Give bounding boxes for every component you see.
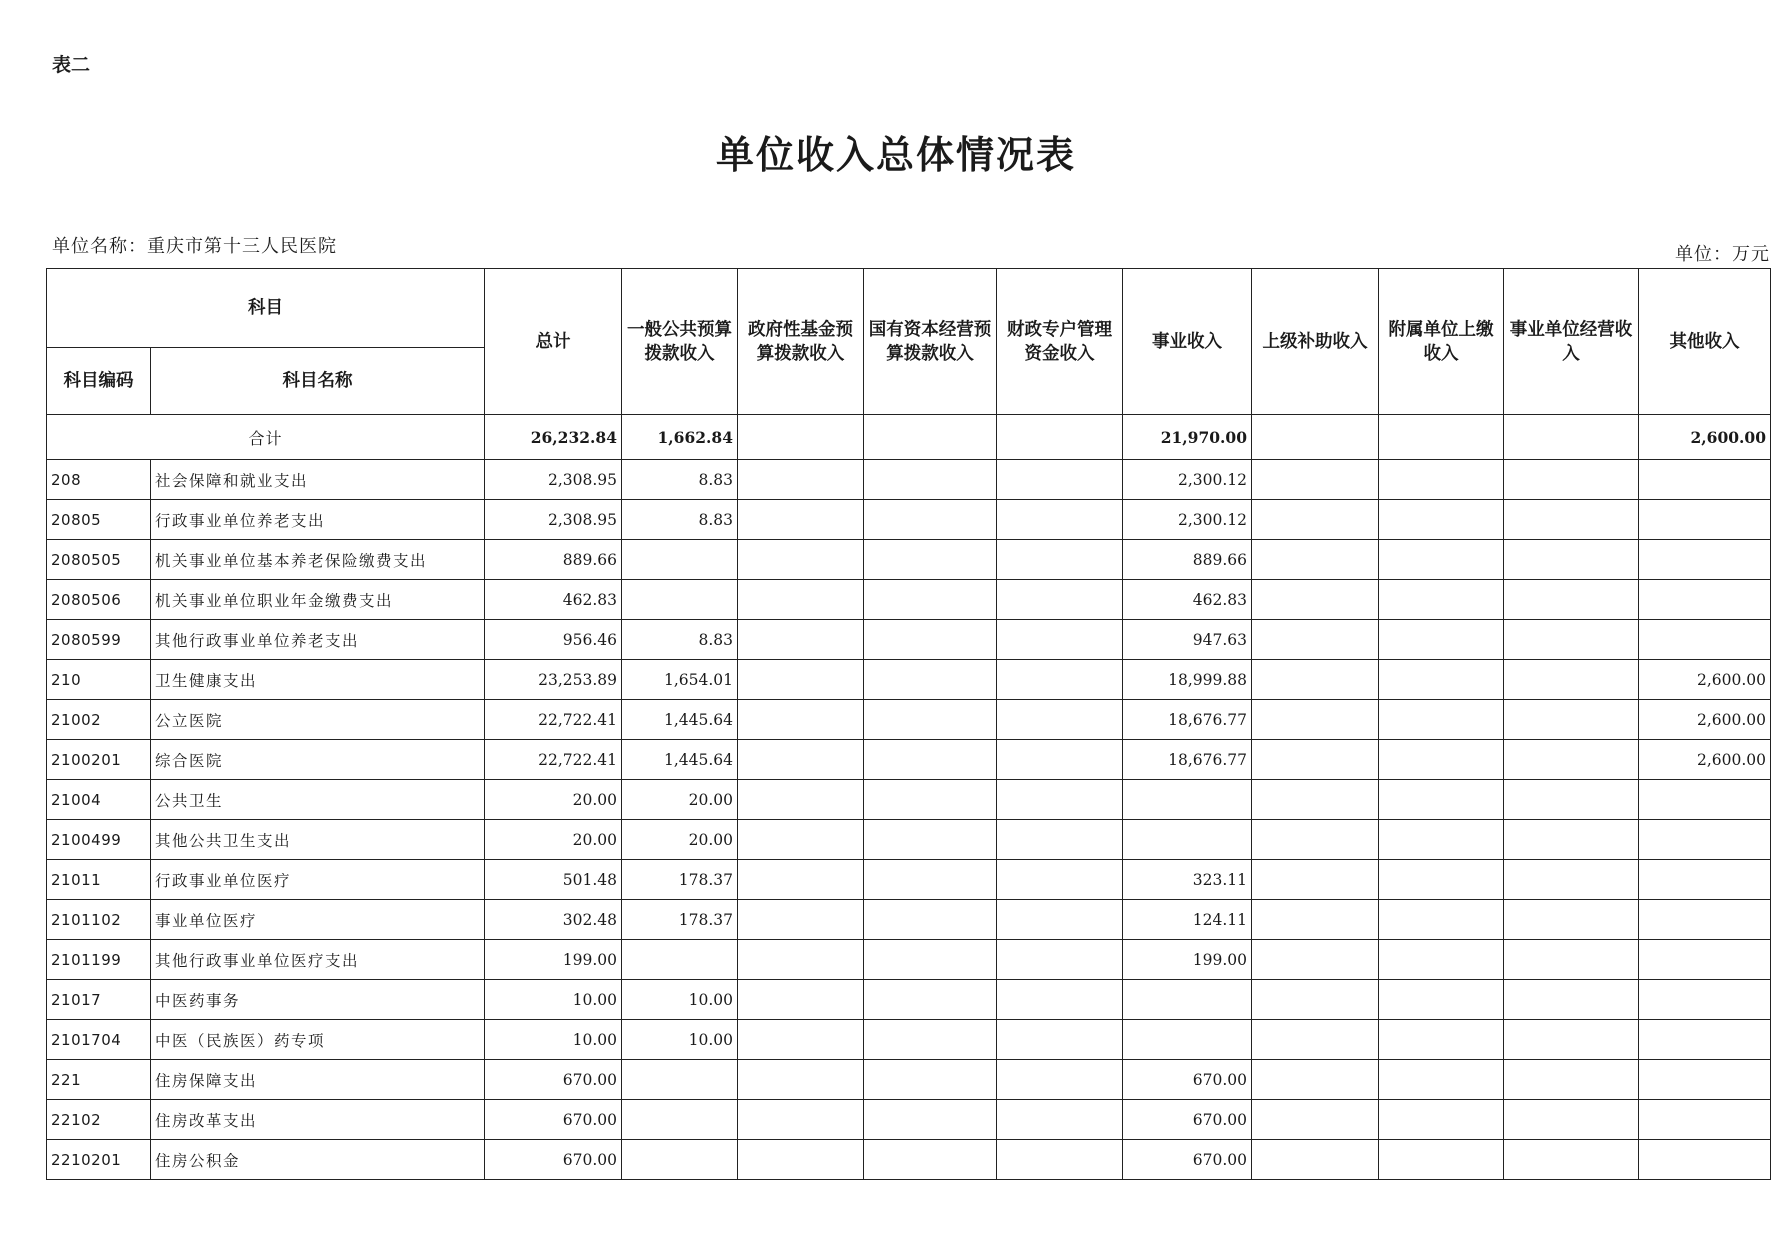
amount-cell bbox=[1379, 860, 1504, 900]
subject-name: 行政事业单位养老支出 bbox=[151, 500, 485, 540]
amount-cell bbox=[1379, 1140, 1504, 1180]
amount-cell: 8.83 bbox=[622, 620, 738, 660]
amount-cell: 1,654.01 bbox=[622, 660, 738, 700]
amount-cell: 23,253.89 bbox=[485, 660, 622, 700]
amount-cell bbox=[738, 700, 864, 740]
amount-cell bbox=[997, 1020, 1123, 1060]
amount-cell bbox=[738, 1020, 864, 1060]
amount-cell bbox=[1504, 620, 1639, 660]
amount-cell bbox=[1504, 1100, 1639, 1140]
amount-cell bbox=[738, 1140, 864, 1180]
amount-cell: 670.00 bbox=[485, 1060, 622, 1100]
amount-cell bbox=[1639, 980, 1771, 1020]
amount-cell bbox=[997, 620, 1123, 660]
amount-cell: 2,300.12 bbox=[1123, 500, 1252, 540]
amount-cell: 10.00 bbox=[485, 1020, 622, 1060]
amount-cell bbox=[864, 1100, 997, 1140]
amount-cell bbox=[1379, 740, 1504, 780]
amount-cell bbox=[1379, 660, 1504, 700]
amount-cell: 2,600.00 bbox=[1639, 700, 1771, 740]
amount-cell bbox=[864, 820, 997, 860]
amount-cell bbox=[864, 580, 997, 620]
subject-code: 20805 bbox=[47, 500, 151, 540]
header-col-general-budget: 一般公共预算拨款收入 bbox=[622, 269, 738, 415]
subject-name: 公共卫生 bbox=[151, 780, 485, 820]
table-row bbox=[47, 1060, 1771, 1100]
amount-cell bbox=[1504, 1060, 1639, 1100]
amount-cell bbox=[1379, 980, 1504, 1020]
amount-cell bbox=[1123, 1020, 1252, 1060]
amount-cell: 10.00 bbox=[485, 980, 622, 1020]
amount-cell bbox=[1639, 1020, 1771, 1060]
amount-cell bbox=[1252, 620, 1379, 660]
amount-cell bbox=[1252, 900, 1379, 940]
amount-cell: 8.83 bbox=[622, 460, 738, 500]
amount-cell: 199.00 bbox=[485, 940, 622, 980]
amount-cell: 10.00 bbox=[622, 980, 738, 1020]
amount-cell bbox=[1379, 820, 1504, 860]
amount-cell bbox=[997, 740, 1123, 780]
amount-cell: 323.11 bbox=[1123, 860, 1252, 900]
table-number-tag: 表二 bbox=[52, 54, 91, 76]
amount-cell bbox=[738, 620, 864, 660]
amount-cell bbox=[997, 1100, 1123, 1140]
amount-cell bbox=[864, 940, 997, 980]
table-row bbox=[47, 580, 1771, 620]
amount-cell: 2,600.00 bbox=[1639, 660, 1771, 700]
amount-cell bbox=[997, 660, 1123, 700]
amount-cell: 889.66 bbox=[485, 540, 622, 580]
amount-cell bbox=[1639, 1140, 1771, 1180]
total-cell bbox=[997, 415, 1123, 460]
amount-cell bbox=[997, 940, 1123, 980]
amount-cell bbox=[738, 660, 864, 700]
amount-cell: 22,722.41 bbox=[485, 740, 622, 780]
amount-cell: 670.00 bbox=[485, 1100, 622, 1140]
total-cell bbox=[1504, 415, 1639, 460]
subject-code: 22102 bbox=[47, 1100, 151, 1140]
amount-cell bbox=[1504, 780, 1639, 820]
header-col-business-income: 事业收入 bbox=[1123, 269, 1252, 415]
subject-code: 2100499 bbox=[47, 820, 151, 860]
amount-cell bbox=[1252, 940, 1379, 980]
subject-name: 机关事业单位职业年金缴费支出 bbox=[151, 580, 485, 620]
amount-cell bbox=[1379, 780, 1504, 820]
amount-cell: 18,999.88 bbox=[1123, 660, 1252, 700]
amount-cell: 20.00 bbox=[622, 820, 738, 860]
amount-cell bbox=[997, 540, 1123, 580]
amount-cell bbox=[1379, 460, 1504, 500]
amount-cell bbox=[1504, 860, 1639, 900]
amount-cell: 2,600.00 bbox=[1639, 740, 1771, 780]
table-row bbox=[47, 780, 1771, 820]
amount-cell bbox=[1252, 1100, 1379, 1140]
amount-cell: 22,722.41 bbox=[485, 700, 622, 740]
amount-cell bbox=[864, 1020, 997, 1060]
amount-cell bbox=[864, 740, 997, 780]
amount-cell: 947.63 bbox=[1123, 620, 1252, 660]
amount-cell: 2,308.95 bbox=[485, 460, 622, 500]
amount-cell bbox=[1504, 980, 1639, 1020]
amount-cell bbox=[1504, 940, 1639, 980]
amount-cell: 8.83 bbox=[622, 500, 738, 540]
table-row bbox=[47, 460, 1771, 500]
amount-cell bbox=[1379, 620, 1504, 660]
amount-cell bbox=[1252, 660, 1379, 700]
subject-name: 公立医院 bbox=[151, 700, 485, 740]
amount-cell bbox=[1639, 900, 1771, 940]
amount-cell bbox=[1123, 780, 1252, 820]
amount-cell bbox=[1639, 1100, 1771, 1140]
amount-cell bbox=[1379, 700, 1504, 740]
subject-code: 2080506 bbox=[47, 580, 151, 620]
amount-cell: 1,445.64 bbox=[622, 740, 738, 780]
amount-cell bbox=[1639, 820, 1771, 860]
amount-cell bbox=[1504, 900, 1639, 940]
amount-cell bbox=[1379, 940, 1504, 980]
subject-code: 2080505 bbox=[47, 540, 151, 580]
amount-cell bbox=[997, 580, 1123, 620]
subject-name: 住房公积金 bbox=[151, 1140, 485, 1180]
amount-cell bbox=[1504, 740, 1639, 780]
table-row bbox=[47, 660, 1771, 700]
amount-cell bbox=[738, 740, 864, 780]
amount-cell bbox=[1252, 820, 1379, 860]
amount-cell bbox=[1379, 580, 1504, 620]
amount-cell bbox=[997, 780, 1123, 820]
header-col-total: 总计 bbox=[485, 269, 622, 415]
amount-cell bbox=[622, 540, 738, 580]
amount-cell bbox=[1123, 820, 1252, 860]
amount-cell bbox=[1504, 460, 1639, 500]
amount-cell: 1,445.64 bbox=[622, 700, 738, 740]
amount-cell bbox=[1252, 980, 1379, 1020]
amount-cell bbox=[738, 580, 864, 620]
amount-cell bbox=[1379, 1060, 1504, 1100]
subject-name: 卫生健康支出 bbox=[151, 660, 485, 700]
subject-code: 2101199 bbox=[47, 940, 151, 980]
amount-cell: 462.83 bbox=[1123, 580, 1252, 620]
amount-cell bbox=[997, 980, 1123, 1020]
amount-cell bbox=[1639, 500, 1771, 540]
subject-code: 2101704 bbox=[47, 1020, 151, 1060]
amount-cell bbox=[864, 1060, 997, 1100]
amount-cell bbox=[738, 460, 864, 500]
amount-cell bbox=[1252, 1020, 1379, 1060]
amount-cell bbox=[997, 900, 1123, 940]
table-row bbox=[47, 980, 1771, 1020]
amount-cell bbox=[1252, 500, 1379, 540]
amount-cell bbox=[1252, 780, 1379, 820]
amount-cell bbox=[738, 500, 864, 540]
subject-code: 208 bbox=[47, 460, 151, 500]
amount-cell bbox=[1639, 540, 1771, 580]
page-title: 单位收入总体情况表 bbox=[715, 132, 1076, 177]
header-col-operating-income: 事业单位经营收入 bbox=[1504, 269, 1639, 415]
amount-cell: 20.00 bbox=[485, 780, 622, 820]
subject-code: 2210201 bbox=[47, 1140, 151, 1180]
subject-code: 2080599 bbox=[47, 620, 151, 660]
amount-cell bbox=[864, 900, 997, 940]
amount-cell bbox=[997, 500, 1123, 540]
amount-cell bbox=[622, 940, 738, 980]
amount-cell bbox=[1504, 700, 1639, 740]
amount-cell bbox=[738, 900, 864, 940]
amount-cell bbox=[1252, 1140, 1379, 1180]
table-row bbox=[47, 820, 1771, 860]
amount-cell bbox=[1379, 900, 1504, 940]
amount-cell bbox=[1639, 860, 1771, 900]
amount-cell bbox=[864, 980, 997, 1020]
amount-cell bbox=[1252, 740, 1379, 780]
total-cell bbox=[738, 415, 864, 460]
amount-cell bbox=[1504, 1020, 1639, 1060]
unit-name: 单位名称：重庆市第十三人民医院 bbox=[52, 236, 337, 257]
subject-code: 21004 bbox=[47, 780, 151, 820]
amount-cell bbox=[864, 700, 997, 740]
table-row bbox=[47, 700, 1771, 740]
total-cell bbox=[864, 415, 997, 460]
total-cell: 21,970.00 bbox=[1123, 415, 1252, 460]
amount-cell bbox=[738, 1100, 864, 1140]
amount-cell: 18,676.77 bbox=[1123, 740, 1252, 780]
amount-cell: 670.00 bbox=[1123, 1140, 1252, 1180]
table-row bbox=[47, 500, 1771, 540]
header-name: 科目名称 bbox=[151, 348, 485, 415]
amount-cell bbox=[738, 940, 864, 980]
header-subject: 科目 bbox=[47, 269, 485, 348]
header-col-state-capital: 国有资本经营预算拨款收入 bbox=[864, 269, 997, 415]
total-row bbox=[47, 415, 1771, 460]
amount-cell bbox=[864, 540, 997, 580]
subject-name: 其他公共卫生支出 bbox=[151, 820, 485, 860]
table-row bbox=[47, 1100, 1771, 1140]
subject-code: 210 bbox=[47, 660, 151, 700]
amount-cell bbox=[1252, 580, 1379, 620]
amount-cell bbox=[1504, 580, 1639, 620]
amount-cell bbox=[1252, 700, 1379, 740]
header-col-superior-subsidy: 上级补助收入 bbox=[1252, 269, 1379, 415]
header-col-affiliated-remit: 附属单位上缴收入 bbox=[1379, 269, 1504, 415]
subject-name: 其他行政事业单位医疗支出 bbox=[151, 940, 485, 980]
subject-name: 住房保障支出 bbox=[151, 1060, 485, 1100]
header-col-gov-fund: 政府性基金预算拨款收入 bbox=[738, 269, 864, 415]
header-code: 科目编码 bbox=[47, 348, 151, 415]
subject-code: 2101102 bbox=[47, 900, 151, 940]
subject-code: 21002 bbox=[47, 700, 151, 740]
amount-cell bbox=[864, 860, 997, 900]
amount-cell: 199.00 bbox=[1123, 940, 1252, 980]
amount-cell: 670.00 bbox=[1123, 1060, 1252, 1100]
amount-cell bbox=[1252, 1060, 1379, 1100]
amount-cell bbox=[864, 460, 997, 500]
amount-cell bbox=[738, 540, 864, 580]
amount-cell: 2,300.12 bbox=[1123, 460, 1252, 500]
amount-cell: 124.11 bbox=[1123, 900, 1252, 940]
total-label: 合计 bbox=[47, 415, 485, 460]
amount-cell bbox=[622, 1060, 738, 1100]
table-row bbox=[47, 900, 1771, 940]
amount-cell bbox=[738, 820, 864, 860]
amount-cell: 2,308.95 bbox=[485, 500, 622, 540]
subject-name: 行政事业单位医疗 bbox=[151, 860, 485, 900]
amount-cell bbox=[997, 1060, 1123, 1100]
amount-cell: 178.37 bbox=[622, 900, 738, 940]
amount-cell: 956.46 bbox=[485, 620, 622, 660]
amount-cell bbox=[622, 580, 738, 620]
amount-cell bbox=[1252, 540, 1379, 580]
subject-name: 综合医院 bbox=[151, 740, 485, 780]
table-row bbox=[47, 1140, 1771, 1180]
amount-cell bbox=[1504, 660, 1639, 700]
subject-name: 其他行政事业单位养老支出 bbox=[151, 620, 485, 660]
amount-cell: 302.48 bbox=[485, 900, 622, 940]
total-cell: 2,600.00 bbox=[1639, 415, 1771, 460]
amount-cell bbox=[738, 780, 864, 820]
amount-cell bbox=[1639, 580, 1771, 620]
subject-code: 21011 bbox=[47, 860, 151, 900]
subject-name: 机关事业单位基本养老保险缴费支出 bbox=[151, 540, 485, 580]
table-row bbox=[47, 940, 1771, 980]
amount-cell bbox=[997, 700, 1123, 740]
amount-cell bbox=[1504, 820, 1639, 860]
total-cell: 1,662.84 bbox=[622, 415, 738, 460]
amount-cell bbox=[1504, 540, 1639, 580]
table-row bbox=[47, 540, 1771, 580]
amount-cell bbox=[1639, 940, 1771, 980]
subject-name: 中医药事务 bbox=[151, 980, 485, 1020]
amount-cell bbox=[1123, 980, 1252, 1020]
amount-cell bbox=[864, 620, 997, 660]
amount-cell: 670.00 bbox=[485, 1140, 622, 1180]
amount-cell bbox=[1639, 620, 1771, 660]
amount-cell: 178.37 bbox=[622, 860, 738, 900]
subject-code: 21017 bbox=[47, 980, 151, 1020]
amount-cell bbox=[738, 860, 864, 900]
subject-name: 事业单位医疗 bbox=[151, 900, 485, 940]
subject-name: 住房改革支出 bbox=[151, 1100, 485, 1140]
table-row bbox=[47, 740, 1771, 780]
amount-cell bbox=[997, 820, 1123, 860]
currency-unit: 单位：万元 bbox=[1675, 244, 1770, 265]
subject-name: 中医（民族医）药专项 bbox=[151, 1020, 485, 1060]
amount-cell bbox=[1639, 460, 1771, 500]
header-col-other-income: 其他收入 bbox=[1639, 269, 1771, 415]
amount-cell bbox=[1504, 500, 1639, 540]
amount-cell: 670.00 bbox=[1123, 1100, 1252, 1140]
amount-cell bbox=[1379, 540, 1504, 580]
amount-cell bbox=[1379, 500, 1504, 540]
amount-cell: 889.66 bbox=[1123, 540, 1252, 580]
amount-cell bbox=[622, 1100, 738, 1140]
amount-cell bbox=[997, 1140, 1123, 1180]
total-cell: 26,232.84 bbox=[485, 415, 622, 460]
amount-cell bbox=[864, 1140, 997, 1180]
amount-cell bbox=[622, 1140, 738, 1180]
amount-cell: 10.00 bbox=[622, 1020, 738, 1060]
subject-code: 221 bbox=[47, 1060, 151, 1100]
table-row bbox=[47, 860, 1771, 900]
subject-code: 2100201 bbox=[47, 740, 151, 780]
table-row bbox=[47, 1020, 1771, 1060]
amount-cell: 18,676.77 bbox=[1123, 700, 1252, 740]
header-row bbox=[47, 269, 1771, 348]
amount-cell bbox=[738, 980, 864, 1020]
amount-cell bbox=[1379, 1100, 1504, 1140]
total-cell bbox=[1252, 415, 1379, 460]
amount-cell bbox=[864, 780, 997, 820]
amount-cell bbox=[1639, 780, 1771, 820]
amount-cell bbox=[1504, 1140, 1639, 1180]
amount-cell: 462.83 bbox=[485, 580, 622, 620]
amount-cell: 501.48 bbox=[485, 860, 622, 900]
subject-name: 社会保障和就业支出 bbox=[151, 460, 485, 500]
amount-cell bbox=[738, 1060, 864, 1100]
amount-cell bbox=[864, 660, 997, 700]
amount-cell bbox=[1639, 1060, 1771, 1100]
income-table bbox=[46, 268, 1771, 1180]
amount-cell bbox=[997, 460, 1123, 500]
amount-cell bbox=[1252, 460, 1379, 500]
amount-cell bbox=[1379, 1020, 1504, 1060]
total-cell bbox=[1379, 415, 1504, 460]
header-col-special-account: 财政专户管理资金收入 bbox=[997, 269, 1123, 415]
amount-cell: 20.00 bbox=[485, 820, 622, 860]
table-row bbox=[47, 620, 1771, 660]
amount-cell: 20.00 bbox=[622, 780, 738, 820]
amount-cell bbox=[1252, 860, 1379, 900]
amount-cell bbox=[997, 860, 1123, 900]
amount-cell bbox=[864, 500, 997, 540]
